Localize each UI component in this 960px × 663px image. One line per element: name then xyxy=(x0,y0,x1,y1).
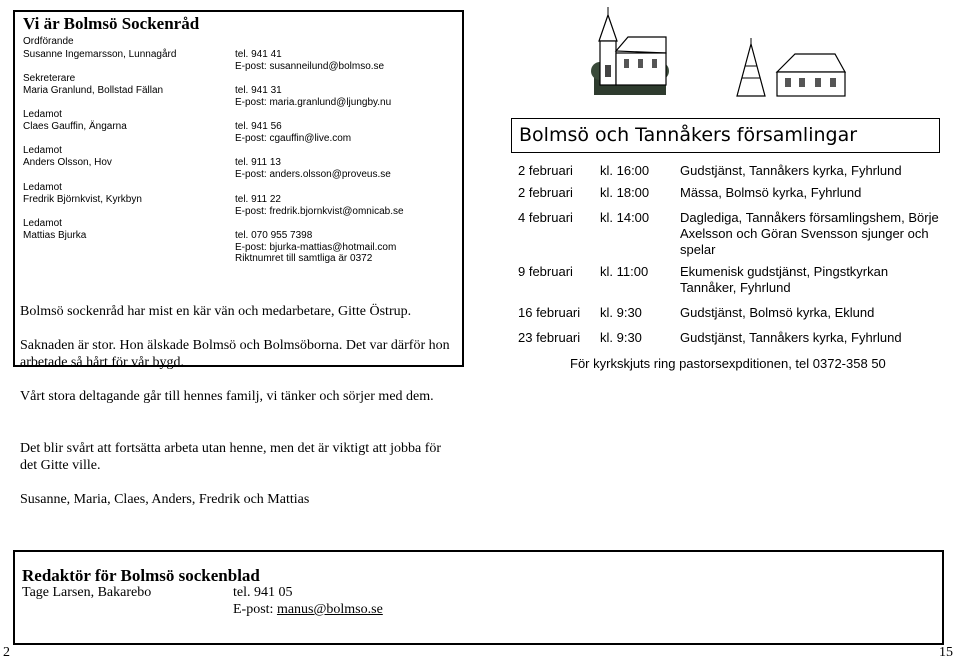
member-tel: tel. 941 31 xyxy=(235,85,282,96)
service-description: Gudstjänst, Tannåkers kyrka, Fyhrlund xyxy=(680,330,902,345)
editor-name: Tage Larsen, Bakarebo xyxy=(22,585,152,600)
service-date: 2 februari xyxy=(518,163,573,178)
service-description: Dagledigа, Tannåkers församlingshem, Börje Axelsson och Göran Svensson sjunger och spelar xyxy=(680,210,939,257)
member-tel: tel. 070 955 7398 xyxy=(235,230,313,241)
page-number-left: 2 xyxy=(3,645,10,660)
memorial-signature: Susanne, Maria, Claes, Anders, Fredrik och Mattias xyxy=(20,492,310,507)
member-name: Fredrik Björnkvist, Kyrkbyn xyxy=(23,194,142,205)
member-email: E-post: fredrik.bjornkvist@omnicab.se xyxy=(235,206,404,217)
memorial-paragraph: Det blir svårt att fortsätta arbeta utan henne, men det är viktigt att jobba för det Gitte ville. xyxy=(20,441,442,473)
member-name: Susanne Ingemarsson, Lunnagård xyxy=(23,49,177,60)
church-transport-note: För kyrkskjuts ring pastorsexpditionen, tel 0372-358 50 xyxy=(570,356,886,371)
member-role: Ledamot xyxy=(23,145,62,156)
service-description: Gudstjänst, Tannåkers kyrka, Fyhrlund xyxy=(680,163,902,178)
member-email: E-post: susanneilund@bolmso.se xyxy=(235,61,385,72)
member-name: Claes Gauffin, Ängarna xyxy=(23,121,127,132)
memorial-paragraph: Saknaden är stor. Hon älskade Bolmsö och Bolmsöborna. Det var därför hon arbetade så hårt för vår bygd. xyxy=(20,338,450,370)
member-role: Ledamot xyxy=(23,218,62,229)
editor-title: Redaktör för Bolmsö sockenblad xyxy=(22,566,260,585)
member-name: Anders Olsson, Hov xyxy=(23,157,112,168)
editor-email-link[interactable]: manus@bolmso.se xyxy=(276,602,383,617)
member-tel: tel. 911 22 xyxy=(235,194,281,205)
service-time: kl. 9:30 xyxy=(600,330,642,345)
service-description: Ekumenisk gudstjänst, Pingstkyrkan Tannåker, Fyhrlund xyxy=(680,264,889,295)
member-name: Mattias Bjurka xyxy=(23,230,87,241)
board-title: Vi är Bolmsö Sockenråd xyxy=(23,14,200,33)
memorial-paragraph: Bolmsö sockenråd har mist en kär vän och medarbetare, Gitte Östrup. xyxy=(20,304,412,319)
member-role: Sekreterare xyxy=(23,73,76,84)
service-time: kl. 14:00 xyxy=(600,210,650,225)
editor-email-prefix: E-post: xyxy=(233,602,277,617)
service-date: 9 februari xyxy=(518,264,573,279)
editor-email-line xyxy=(233,602,383,618)
member-role: Ledamot xyxy=(23,109,62,120)
service-date: 4 februari xyxy=(518,210,573,225)
member-tel: tel. 911 13 xyxy=(235,157,281,168)
service-date: 23 februari xyxy=(518,330,581,345)
area-code-note: Riktnumret till samtliga är 0372 xyxy=(235,253,373,264)
page-number-right: 15 xyxy=(939,645,953,660)
member-tel: tel. 941 41 xyxy=(235,49,282,60)
member-role: Ledamot xyxy=(23,182,62,193)
service-description: Gudstjänst, Bolmsö kyrka, Eklund xyxy=(680,305,875,320)
member-tel: tel. 941 56 xyxy=(235,121,282,132)
service-time: kl. 11:00 xyxy=(600,264,649,279)
member-role: Ordförande xyxy=(23,36,74,47)
belfry-church-illustration xyxy=(735,38,850,98)
editor-box xyxy=(13,550,944,645)
service-date: 2 februari xyxy=(518,185,573,200)
service-time: kl. 16:00 xyxy=(600,163,650,178)
parish-title-box xyxy=(511,118,940,153)
service-description: Mässa, Bolmsö kyrka, Fyhrlund xyxy=(680,185,862,200)
church-illustration xyxy=(588,5,673,100)
parish-title: Bolmsö och Tannåkers församlingar xyxy=(519,124,858,146)
member-name: Maria Granlund, Bollstad Fällan xyxy=(23,85,164,96)
member-email: E-post: maria.granlund@ljungby.nu xyxy=(235,97,392,108)
service-time: kl. 18:00 xyxy=(600,185,650,200)
service-date: 16 februari xyxy=(518,305,581,320)
member-email: E-post: cgauffin@live.com xyxy=(235,133,352,144)
editor-tel: tel. 941 05 xyxy=(233,585,293,600)
member-email: E-post: bjurka-mattias@hotmail.com xyxy=(235,242,397,253)
member-email: E-post: anders.olsson@proveus.se xyxy=(235,169,391,180)
service-time: kl. 9:30 xyxy=(600,305,642,320)
memorial-paragraph: Vårt stora deltagande går till hennes familj, vi tänker och sörjer med dem. xyxy=(20,389,434,404)
